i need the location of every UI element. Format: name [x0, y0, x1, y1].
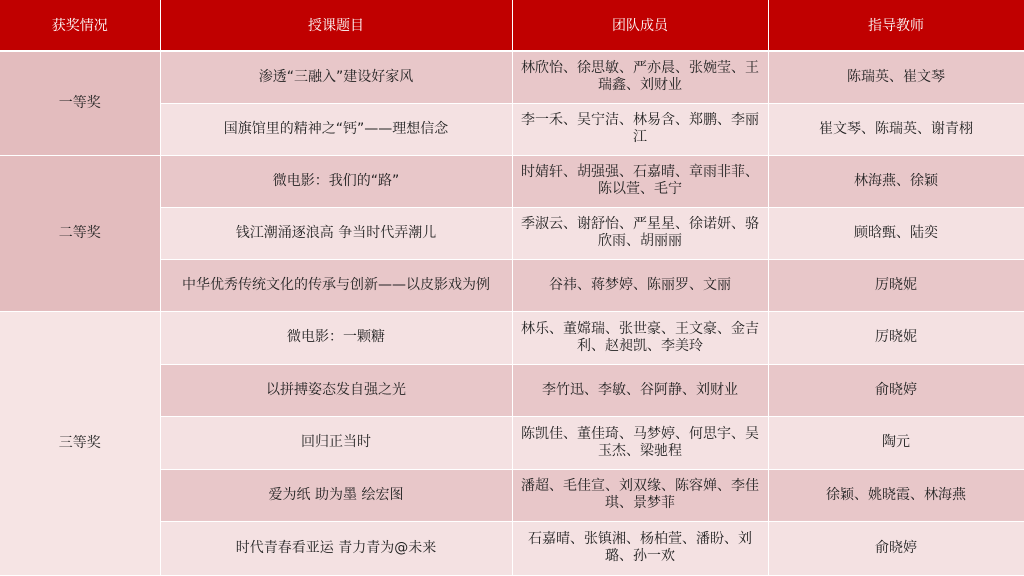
members-cell: 林欣怡、徐思敏、严亦晨、张婉莹、王瑞鑫、刘财业 [512, 51, 768, 103]
teacher-cell: 林海燕、徐颖 [768, 155, 1024, 207]
members-cell: 李一禾、吴宁洁、林易含、郑鹏、李丽江 [512, 103, 768, 155]
title-cell: 钱江潮涌逐浪高 争当时代弄潮儿 [160, 207, 512, 259]
title-cell: 爱为纸 助为墨 绘宏图 [160, 469, 512, 521]
title-cell: 微电影：一颗糖 [160, 311, 512, 364]
title-cell: 国旗馆里的精神之“钙”——理想信念 [160, 103, 512, 155]
title-cell: 时代青春看亚运 青力青为@未来 [160, 521, 512, 575]
teacher-cell: 崔文琴、陈瑞英、谢青栩 [768, 103, 1024, 155]
teacher-cell: 陶元 [768, 416, 1024, 469]
members-cell: 潘超、毛佳宣、刘双缘、陈容婵、李佳琪、景梦菲 [512, 469, 768, 521]
title-cell: 中华优秀传统文化的传承与创新——以皮影戏为例 [160, 259, 512, 311]
title-cell: 渗透“三融入”建设好家风 [160, 51, 512, 103]
table-row [0, 51, 1024, 103]
teacher-cell: 俞晓婷 [768, 364, 1024, 416]
teacher-cell: 俞晓婷 [768, 521, 1024, 575]
header-teacher: 指导教师 [768, 0, 1024, 51]
members-cell: 谷祎、蒋梦婷、陈丽罗、文丽 [512, 259, 768, 311]
title-cell: 微电影：我们的“路” [160, 155, 512, 207]
header-title: 授课题目 [160, 0, 512, 51]
award-cell: 一等奖 [0, 51, 160, 155]
title-cell: 回归正当时 [160, 416, 512, 469]
teacher-cell: 顾晗甄、陆奕 [768, 207, 1024, 259]
members-cell: 陈凯佳、董佳琦、马梦婷、何思宇、吴玉杰、梁驰程 [512, 416, 768, 469]
teacher-cell: 厉晓妮 [768, 311, 1024, 364]
header-members: 团队成员 [512, 0, 768, 51]
award-cell: 二等奖 [0, 155, 160, 311]
members-cell: 时婧轩、胡强强、石嘉晴、章雨非菲、陈以萱、毛宁 [512, 155, 768, 207]
teacher-cell: 陈瑞英、崔文琴 [768, 51, 1024, 103]
award-cell: 三等奖 [0, 311, 160, 575]
members-cell: 石嘉晴、张镇湘、杨柏萱、潘盼、刘璐、孙一欢 [512, 521, 768, 575]
header-award: 获奖情况 [0, 0, 160, 51]
members-cell: 李竹迅、李敏、谷阿静、刘财业 [512, 364, 768, 416]
teacher-cell: 徐颖、姚晓霞、林海燕 [768, 469, 1024, 521]
table-row [0, 155, 1024, 207]
table-row [0, 311, 1024, 364]
members-cell: 季淑云、谢舒怡、严星星、徐诺妍、骆欣雨、胡丽丽 [512, 207, 768, 259]
title-cell: 以拼搏姿态发自强之光 [160, 364, 512, 416]
header-row [0, 0, 1024, 51]
teacher-cell: 厉晓妮 [768, 259, 1024, 311]
members-cell: 林乐、董嫦瑞、张世豪、王文豪、金吉利、赵昶凯、李美玲 [512, 311, 768, 364]
